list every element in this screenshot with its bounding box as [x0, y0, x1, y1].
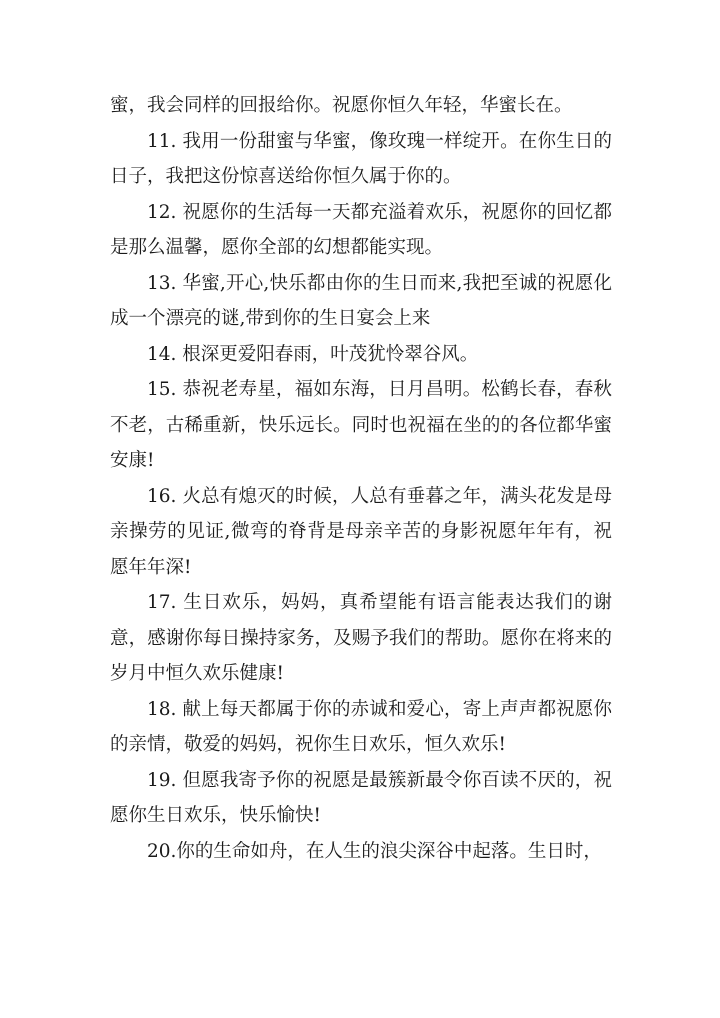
paragraph-item-11: 11. 我用一份甜蜜与华蜜，像玫瑰一样绽开。在你生日的日子，我把这份惊喜送给你恒久属于你的。: [110, 130, 612, 187]
paragraph-continuation: 蜜，我会同样的回报给你。祝愿你恒久年轻，华蜜长在。: [110, 95, 573, 116]
paragraph-item-20: 20.你的生命如舟，在人生的浪尖深谷中起落。生日时，: [147, 840, 602, 862]
paragraph-item-17: 17. 生日欢乐，妈妈，真希望能有语言能表达我们的谢意，感谢你每日操持家务，及赐予我们的帮助。愿你在将来的岁月中恒久欢乐健康!: [110, 592, 612, 684]
paragraph-item-18: 18. 献上每天都属于你的赤诚和爱心，寄上声声都祝愿你的亲情，敬爱的妈妈，祝你生日欢乐，恒久欢乐!: [110, 698, 612, 755]
paragraph-item-19: 19. 但愿我寄予你的祝愿是最簇新最令你百读不厌的，祝愿你生日欢乐，快乐愉快!: [110, 769, 612, 826]
paragraph-item-14: 14. 根深更爱阳春雨，叶茂犹怜翠谷风。: [147, 343, 479, 365]
paragraph-item-16: 16. 火总有熄灭的时候，人总有垂暮之年，满头花发是母亲操劳的见证,微弯的脊背是母亲辛苦的身影祝愿年年有，祝愿年年深!: [110, 485, 612, 578]
paragraph-item-12: 12. 祝愿你的生活每一天都充溢着欢乐，祝愿你的回忆都是那么温馨，愿你全部的幻想都能实现。: [110, 201, 612, 258]
paragraph-item-15: 15. 恭祝老寿星，福如东海，日月昌明。松鹤长春，春秋不老，古稀重新，快乐远长。同时也祝福在坐的的各位都华蜜安康!: [110, 379, 612, 471]
document-body: [110, 88, 612, 869]
paragraph-item-13: 13. 华蜜,开心,快乐都由你的生日而来,我把至诚的祝愿化成一个漂亮的谜,带到你的生日宴会上来: [110, 272, 612, 329]
